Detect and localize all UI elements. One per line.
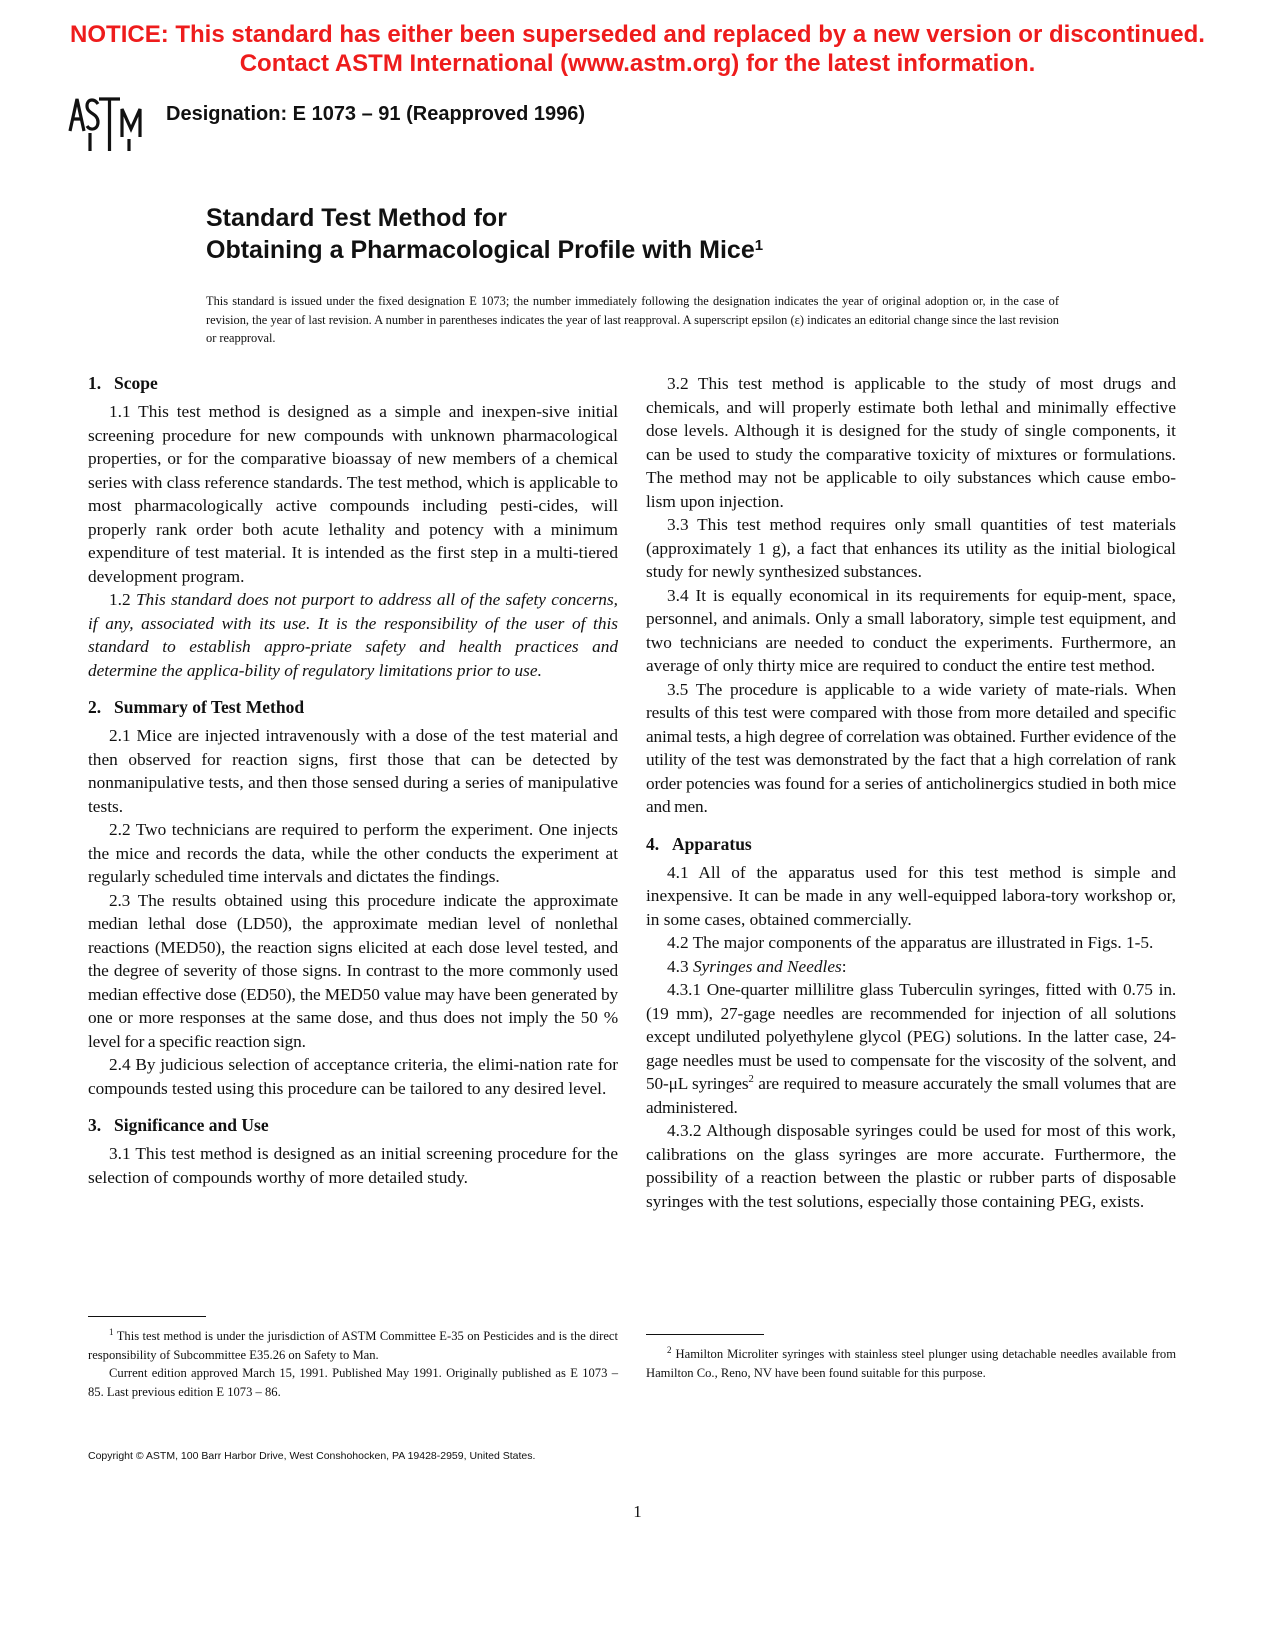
designation: Designation: E 1073 – 91 (Reapproved 1996): [166, 103, 586, 125]
paragraph-4-3-2: 4.3.2 Although disposable syringes could be used for most of this work, calibrations on the glass syringes are more accurate. Furthermore, the possibility of a reaction between the plastic or rubber parts of disposable syringes with the test solutions, especially those containing PEG, exists.: [646, 1121, 1176, 1211]
paragraph-4-2: 4.2 The major components of the apparatus are illustrated in Figs. 1-5.: [667, 933, 1154, 952]
document-title: [206, 202, 763, 266]
paragraph-4-3: 4.3 Syringes and Needles:: [667, 956, 847, 976]
footnote-ref-2[interactable]: 2: [748, 1073, 754, 1086]
section-heading-significance: 3. Significance and Use: [88, 1115, 269, 1135]
paragraph-2-3: 2.3 The results obtained using this procedure indicate the approximate median lethal dose (LD50), the approximate median level of nonlethal reactions (MED50), the reaction signs elicited at each dose level tested, and the degree of severity of those signs. In contrast to the more commonly used median effective dose (ED50), the MED50 value may have been generated by one or more responses at the same dose, and thus does not imply the 50 % level for a specific reaction sign.: [88, 890, 618, 1051]
copyright-line: Copyright © ASTM, 100 Barr Harbor Drive, West Conshohocken, PA 19428-2959, United States.: [88, 1450, 536, 1462]
paragraph-3-2: 3.2 This test method is applicable to the study of most drugs and chemicals, and will properly estimate both lethal and minimally effective dose levels. Although it is designed for the study of single components, it can be used to study the comparative toxicity of mixtures or formulations. The method may not be applicable to oily substances which cause embo-lism upon injection.: [646, 374, 1176, 511]
footnote-2: $^2$ Hamilton Microliter syringes with stainless steel plunger using detachable needles available from Hamilton Co., Reno, NV have been found suitable for this purpose.: [646, 1344, 1176, 1380]
footnote-divider-right: [646, 1334, 764, 1335]
astm-logo: [66, 95, 148, 153]
section-heading-apparatus: 4. Apparatus: [646, 833, 752, 854]
paragraph-2-2: 2.2 Two technicians are required to perform the experiment. One injects the mice and records the data, while the other conducts the experiment at regularly scheduled time intervals and dictates the findings.: [88, 820, 618, 886]
paragraph-3-5: 3.5 The procedure is applicable to a wide variety of mate-rials. When results of this test were compared with those from more detailed and specific animal tests, a high degree of correlation was obtained. Further evidence of the utility of the test was demonstrated by the fact that a high correlation of rank order potencies was found for a series of anticholinergics studied in both mice and men.: [646, 679, 1176, 816]
notice-line-2: Contact ASTM International (www.astm.org) for the latest information.: [239, 50, 1036, 77]
title-footnote-ref[interactable]: 1: [754, 237, 764, 254]
paragraph-2-4: 2.4 By judicious selection of acceptance criteria, the elimi-nation rate for compounds tested using this procedure can be tailored to any desired level.: [88, 1055, 618, 1098]
paragraph-1-1: 1.1 This test method is designed as a simple and inexpen-sive initial screening procedure for new compounds with unknown pharmacological properties, or for the comparative bioassay of new members of a chemical series with class reference standards. The test method, which is applicable to most pharmacologically active compounds including pesti-cides, will properly rank order both acute lethality and potency with a minimum expenditure of test material. It is intended as the first step in a multi-tiered development program.: [88, 402, 618, 586]
paragraph-3-4: 3.4 It is equally economical in its requirements for equip-ment, space, personnel, and animals. Only a small laboratory, simple test equipment, and two technicians are needed to conduct the experiments. Furthermore, an average of only thirty mice are required to conduct the entire test method.: [646, 585, 1176, 675]
notice-line-1: NOTICE: This standard has either been superseded and replaced by a new version or discontinued.: [70, 21, 1205, 48]
paragraph-2-1: 2.1 Mice are injected intravenously with a dose of the test material and then observed for reaction signs, first those that can be detected by nonmanipulative tests, and then those sensed during a series of manipulative tests.: [88, 726, 618, 816]
left-column: [88, 372, 618, 1189]
title-line-1: Standard Test Method for: [206, 204, 507, 232]
title-line-2: Obtaining a Pharmacological Profile with Mice$^1$: [206, 236, 764, 264]
paragraph-4-3-1: 4.3.1 One-quarter millilitre glass Tuberculin syringes, fitted with 0.75 in. (19 mm), 27-gage needles are recommended for injection of all solutions except undiluted polyethylene glycol (PEG) solutions. In the latter case, 24-gage needles must be used to compensate for the viscosity of the solvent, and 50-μL syringes$^2$ are required to measure accurately the small volumes that are administered.: [646, 980, 1176, 1117]
paragraph-3-1: 3.1 This test method is designed as an initial screening procedure for the selection of compounds worthy of more detailed study.: [88, 1144, 618, 1187]
paragraph-4-1: 4.1 All of the apparatus used for this test method is simple and inexpensive. It can be made in any well-equipped labora-tory workshop or, in some cases, obtained commercially.: [646, 862, 1176, 929]
page-number: 1: [633, 1502, 642, 1521]
section-heading-summary: 2. Summary of Test Method: [88, 697, 305, 717]
footnote-1: $^1$ This test method is under the jurisdiction of ASTM Committee E-35 on Pesticides and is the direct responsibility of Subcommittee E35.26 on Safety to Man. Current edition approved March 15, 1991. Published May 1991. Originally published as E 1073 – 85. Last previous edition E 1073 – 86.: [88, 1326, 619, 1399]
issue-note: This standard is issued under the fixed designation E 1073; the number immediately following the designation indicates the year of original adoption or, in the case of revision, the year of last revision. A number in parentheses indicates the year of last reapproval. A superscript epsilon (ε) indicates an editorial change since the last revision or reapproval.: [206, 294, 1059, 345]
footnote-divider-left: [88, 1316, 206, 1317]
paragraph-3-3: 3.3 This test method requires only small quantities of test materials (approximately 1 g), a fact that enhances its utility as the initial biological study for newly synthesized substances.: [646, 515, 1176, 581]
section-heading-scope: 1. Scope: [88, 373, 158, 393]
supersession-notice: [0, 20, 1275, 78]
right-column: [646, 372, 1176, 1213]
paragraph-1-2: 1.2 This standard does not purport to address all of the safety concerns, if any, associated with its use. It is the responsibility of the user of this standard to establish appro-priate safety and health practices and determine the applica-bility of regulatory limitations prior to use.: [88, 590, 618, 680]
